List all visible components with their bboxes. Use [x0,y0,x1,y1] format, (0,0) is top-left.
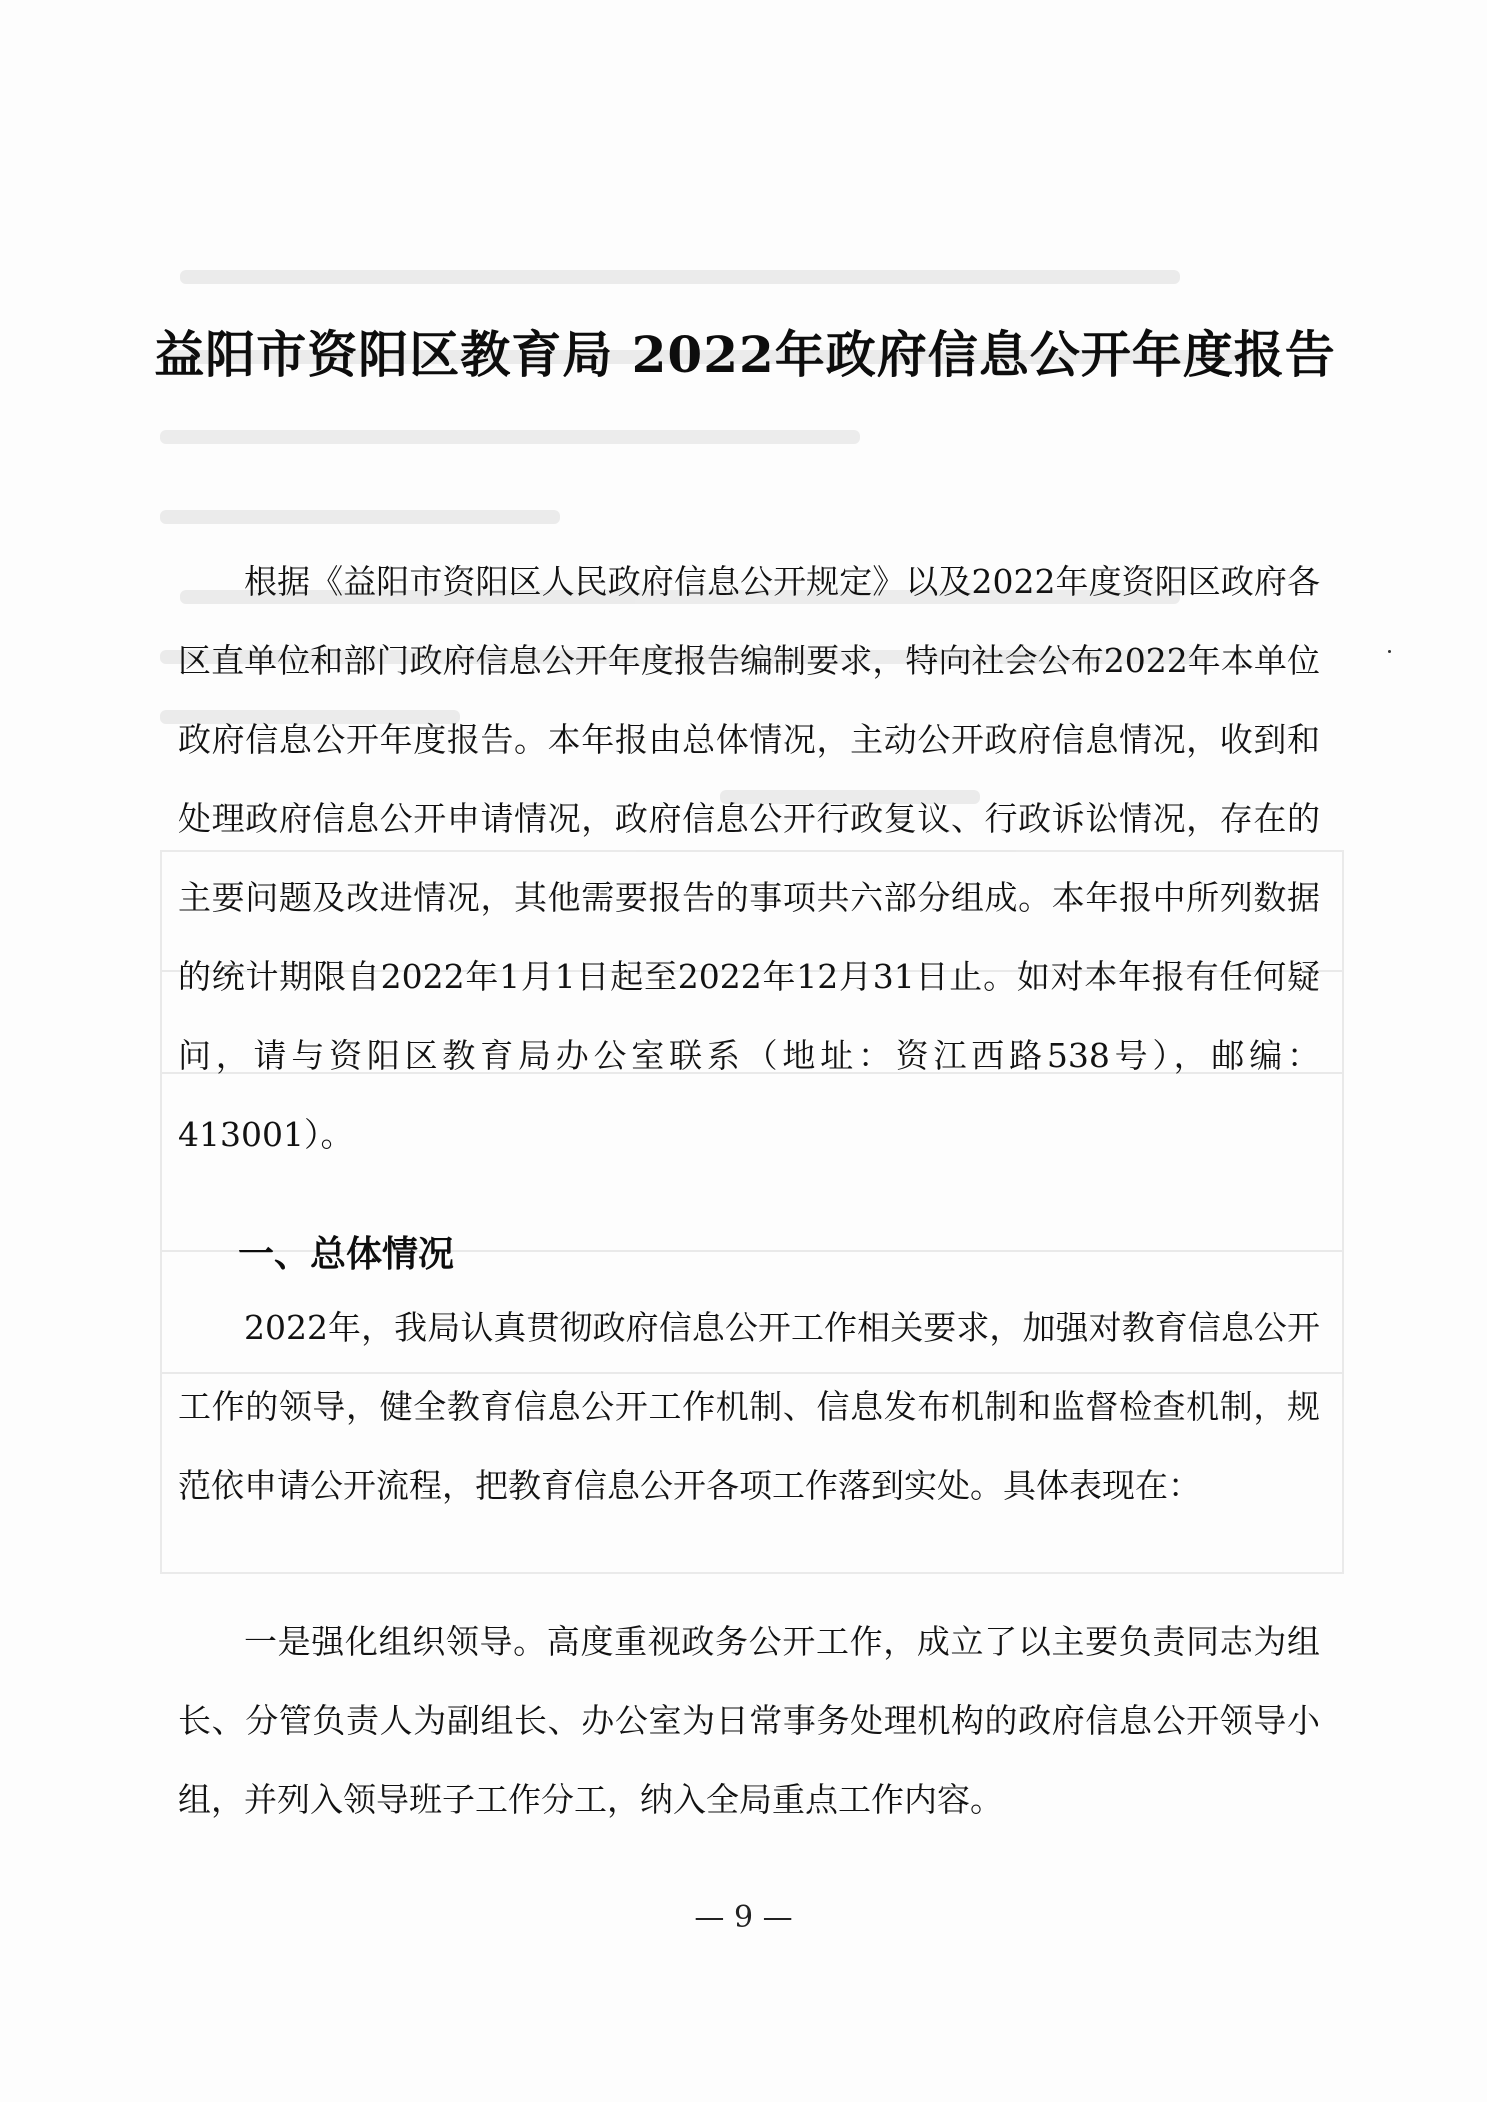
section-paragraph: 一是强化组织领导。高度重视政务公开工作，成立了以主要负责同志为组长、分管负责人为副组长、办公室为日常事务处理机构的政府信息公开领导小组，并列入领导班子工作分工，纳入全局重点工作内容。 [178,1622,1320,1819]
section-paragraph: 2022年，我局认真贯彻政府信息公开工作相关要求，加强对教育信息公开工作的领导，健全教育信息公开工作机制、信息发布机制和监督检查机制，规范依申请公开流程，把教育信息公开各项工作落到实处。具体表现在： [178,1308,1320,1505]
scan-speck [1388,650,1391,653]
document-title: 益阳市资阳区教育局 2022年政府信息公开年度报告 [154,325,1336,384]
section-heading: 一、总体情况 [238,1234,455,1275]
intro-paragraph: 根据《益阳市资阳区人民政府信息公开规定》以及2022年度资阳区政府各区直单位和部门政府信息公开年度报告编制要求，特向社会公布2022年本单位政府信息公开年度报告。本年报由总体情况，主动公开政府信息情况，收到和处理政府信息公开申请情况，政府信息公开行政复议、行政诉讼情况，存在的主要问题及改进情况，其他需要报告的事项共六部分组成。本年报中所列数据的统计期限自2022年1月1日起至2022年12月31日止。如对本年报有任何疑问，请与资阳区教育局办公室联系（地址：资江西路538号），邮编：413001）。 [178,562,1320,1154]
page-number: — 9 — [694,1900,793,1935]
